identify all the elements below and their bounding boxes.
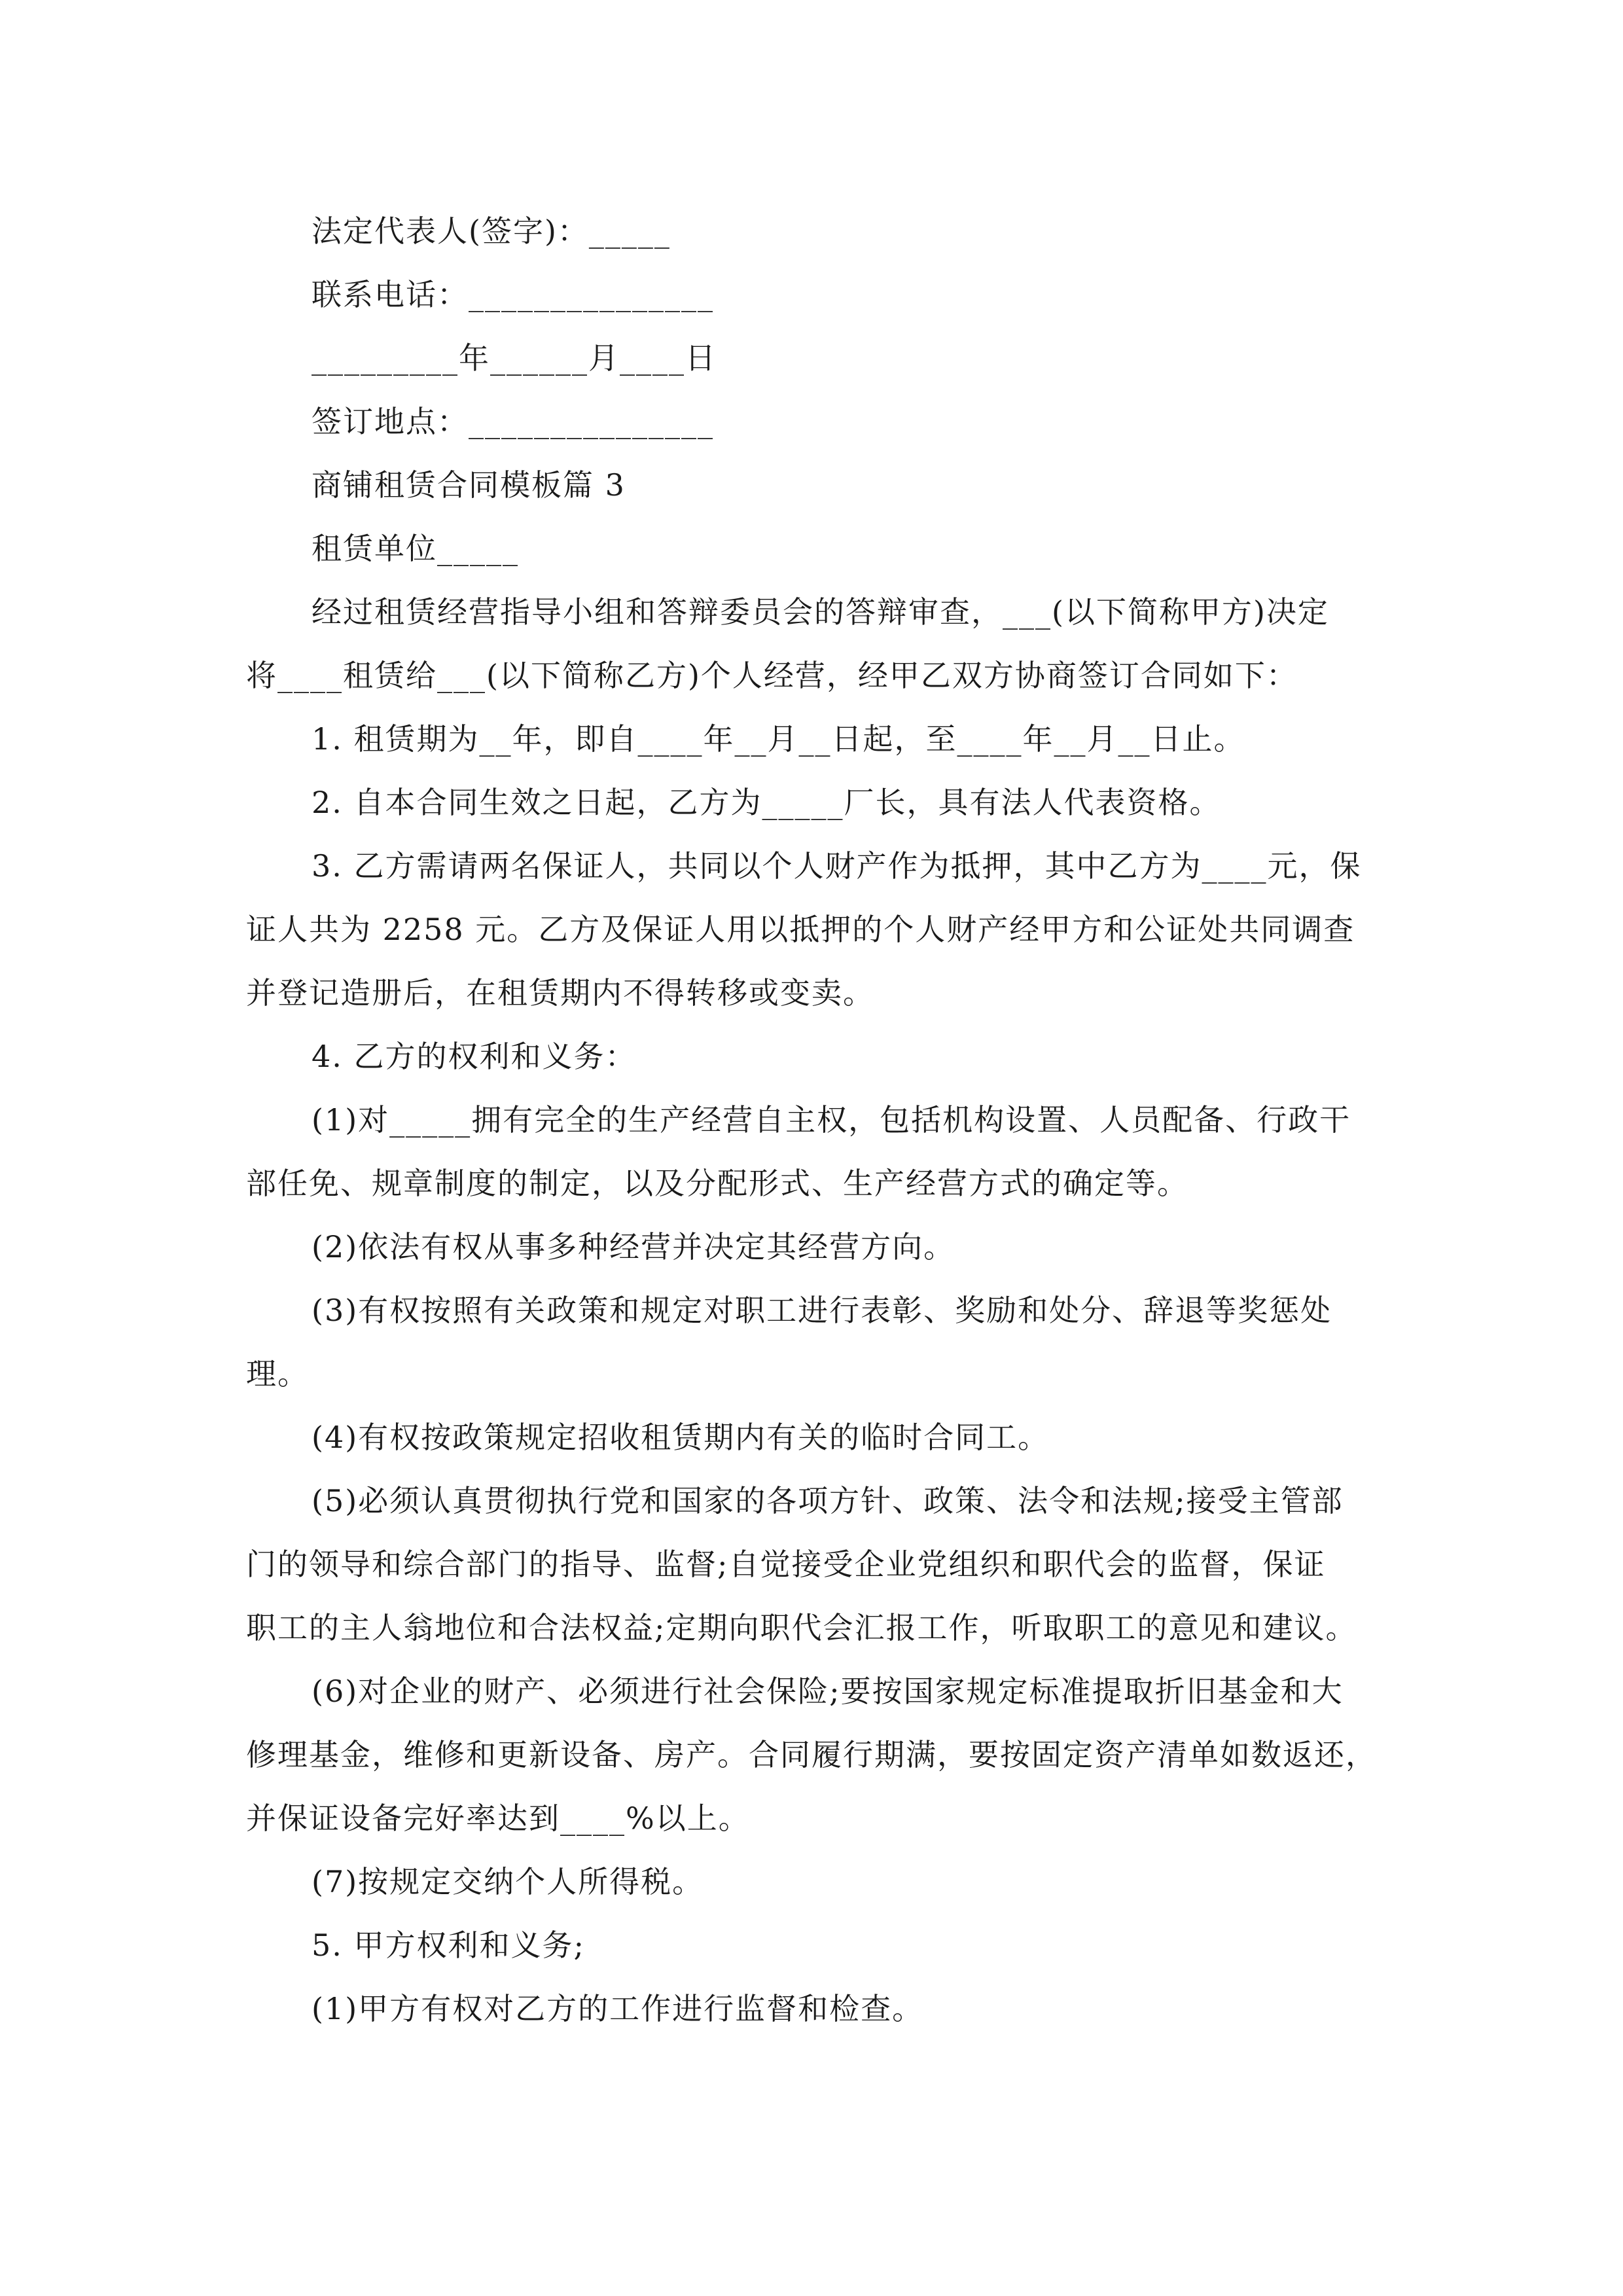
text-line: 经过租赁经营指导小组和答辩委员会的答辩审查，___(以下简称甲方)决定 [312, 594, 1329, 630]
text-line: (4)有权按政策规定招收租赁期内有关的临时合同工。 [312, 1420, 1050, 1455]
text-line: 修理基金，维修和更新设备、房产。合同履行期满，要按固定资产清单如数返还， [246, 1737, 1377, 1772]
text-line: 4. 乙方的权利和义务： [312, 1039, 637, 1074]
text-line: (7)按规定交纳个人所得税。 [312, 1864, 704, 1899]
text-line: 租赁单位_____ [312, 531, 519, 566]
text-line: 法定代表人(签字)：_____ [312, 213, 671, 249]
document-body [246, 200, 1378, 2041]
text-line: (1)对_____拥有完全的生产经营自主权，包括机构设置、人员配备、行政干 [312, 1102, 1351, 1138]
text-line: (6)对企业的财产、必须进行社会保险;要按国家规定标准提取折旧基金和大 [312, 1674, 1344, 1709]
section-heading: 商铺租赁合同模板篇 3 [312, 467, 626, 503]
text-line: 1. 租赁期为__年，即自____年__月__日起，至____年__月__日止。 [312, 721, 1245, 757]
text-line: 签订地点：_______________ [312, 404, 714, 439]
text-line: 将____租赁给___(以下简称乙方)个人经营，经甲乙双方协商签订合同如下： [246, 658, 1298, 693]
text-line: (2)依法有权从事多种经营并决定其经营方向。 [312, 1229, 955, 1265]
text-line: 部任免、规章制度的制定，以及分配形式、生产经营方式的确定等。 [246, 1166, 1188, 1201]
text-line: (5)必须认真贯彻执行党和国家的各项方针、政策、法令和法规;接受主管部 [312, 1483, 1344, 1518]
text-line: 3. 乙方需请两名保证人，共同以个人财产作为抵押，其中乙方为____元，保 [312, 848, 1362, 884]
text-line: 2. 自本合同生效之日起，乙方为_____厂长，具有法人代表资格。 [312, 785, 1221, 820]
text-line: (1)甲方有权对乙方的工作进行监督和检查。 [312, 1991, 924, 2026]
text-line: 联系电话：_______________ [312, 277, 714, 312]
text-line: _________年______月____日 [312, 340, 717, 376]
text-line: 并登记造册后，在租赁期内不得转移或变卖。 [246, 975, 874, 1011]
text-line: (3)有权按照有关政策和规定对职工进行表彰、奖励和处分、辞退等奖惩处 [312, 1293, 1332, 1328]
text-line: 理。 [246, 1356, 309, 1391]
text-line: 职工的主人翁地位和合法权益;定期向职代会汇报工作，听取职工的意见和建议。 [246, 1610, 1357, 1645]
text-line: 并保证设备完好率达到____%以上。 [246, 1801, 750, 1836]
text-line: 5. 甲方权利和义务; [312, 1928, 586, 1963]
text-line: 证人共为 2258 元。乙方及保证人用以抵押的个人财产经甲方和公证处共同调查 [246, 912, 1355, 947]
text-line: 门的领导和综合部门的指导、监督;自觉接受企业党组织和职代会的监督，保证 [246, 1547, 1326, 1582]
